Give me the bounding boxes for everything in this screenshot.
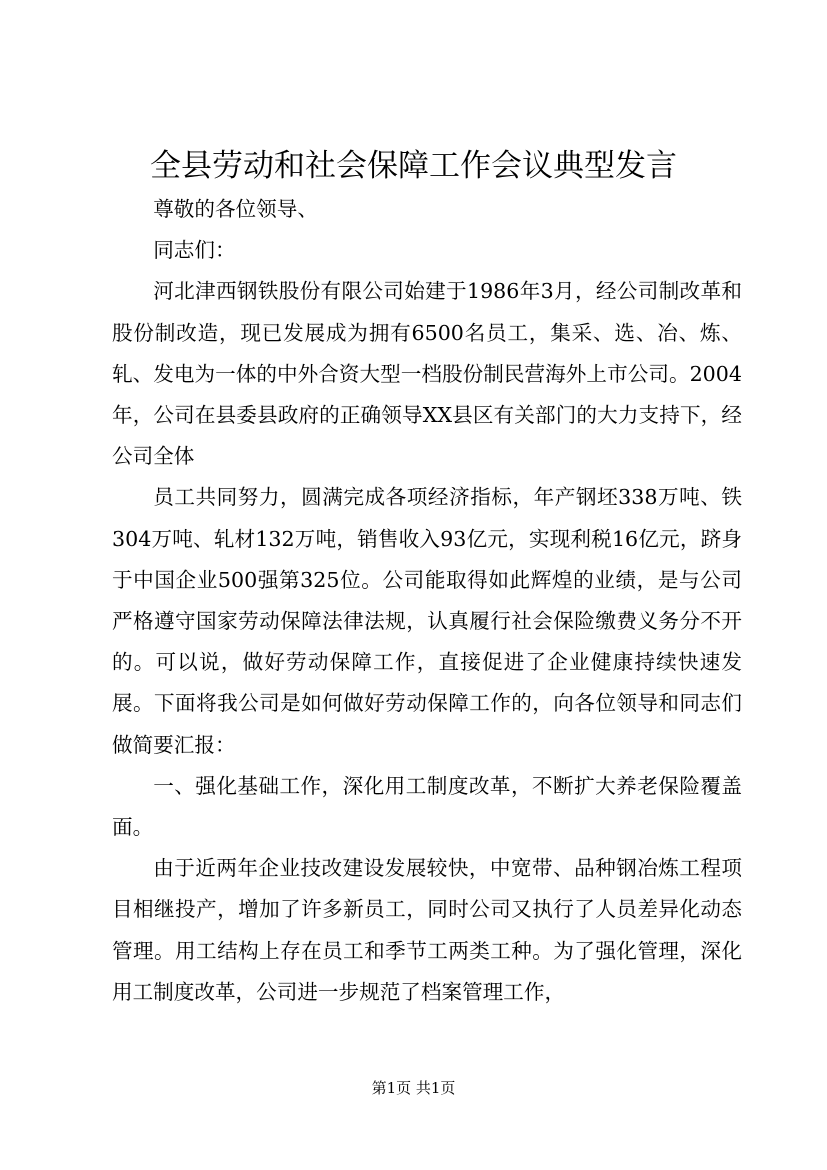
paragraph-achievements: 员工共同努力，圆满完成各项经济指标，年产钢坯338万吨、铁304万吨、轧材132万吨，销售收入93亿元，实现利税16亿元，跻身于中国企业500强第325位。公司能取得如此辉煌的业绩，是与公司严格遵守国家劳动保障法律法规，认真履行社会保险缴费义务分不开的。可以说，做好劳动保障工作，直接促进了企业健康持续快速发展。下面将我公司是如何做好劳动保障工作的，向各位领导和同志们做简要汇报： xyxy=(112,485,742,757)
paragraph-salutation-1: 尊敬的各位领导、 xyxy=(153,197,318,221)
paragraph-section-1-body: 由于近两年企业技改建设发展较快，中宽带、品种钢冶炼工程项目相继投产，增加了许多新员工，同时公司又执行了人员差异化动态管理。用工结构上存在员工和季节工两类工种。为了强化管理，深化用工制度改革，公司进一步规范了档案管理工作， xyxy=(112,856,742,1004)
document-title: 全县劳动和社会保障工作会议典型发言 xyxy=(150,148,677,184)
page-footer: 第1页 共1页 xyxy=(371,1079,456,1097)
document-body xyxy=(112,189,742,1013)
paragraph-section-heading-1: 一、强化基础工作，深化用工制度改革，不断扩大养老保险覆盖面。 xyxy=(112,773,742,840)
paragraph-company-intro: 河北津西钢铁股份有限公司始建于1986年3月，经公司制改革和股份制改造，现已发展成为拥有6500名员工，集采、选、冶、炼、轧、发电为一体的中外合资大型一档股份制民营海外上市公司。2004年，公司在县委县政府的正确领导XX县区有关部门的大力支持下，经公司全体 xyxy=(112,279,742,469)
paragraph-salutation-2: 同志们： xyxy=(153,238,236,263)
